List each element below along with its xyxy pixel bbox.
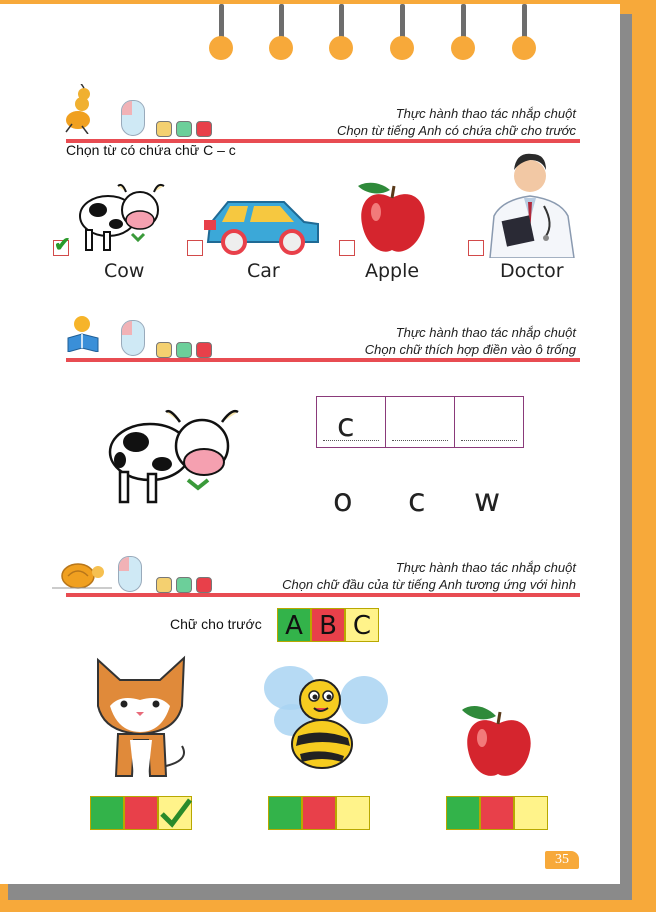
answer-box-a[interactable]: [446, 796, 480, 830]
answer-box-a[interactable]: [268, 796, 302, 830]
choice-letter-c[interactable]: c: [408, 481, 426, 519]
answer-box-b[interactable]: [302, 796, 336, 830]
car-icon: [204, 194, 322, 256]
apple-icon: [460, 702, 534, 782]
cat-icon: [90, 650, 192, 782]
section-divider: [66, 593, 580, 597]
instruction-line2: Chọn chữ thích hợp điền vào ô trống: [364, 342, 576, 357]
option-label-cow: Cow: [104, 260, 145, 282]
answer-box-b[interactable]: [480, 796, 514, 830]
section-header: [66, 104, 580, 146]
instruction-line2: Chọn từ tiếng Anh có chứa chữ cho trước: [336, 123, 576, 138]
choice-letter-w[interactable]: w: [474, 481, 501, 519]
answer-box-c[interactable]: [514, 796, 548, 830]
apple-icon: [356, 178, 428, 258]
section-prompt: Chọn từ có chứa chữ C – c: [66, 142, 236, 158]
answer-box-b[interactable]: [124, 796, 158, 830]
bee-icon: [256, 658, 390, 774]
instruction-line2: Chọn chữ đầu của từ tiếng Anh tương ứng với hình: [282, 577, 576, 592]
answer-box-a[interactable]: [90, 796, 124, 830]
check-mark-icon: ✔: [54, 234, 71, 256]
answer-box-c[interactable]: [336, 796, 370, 830]
binder-ring: [328, 4, 354, 74]
section-divider: [66, 358, 580, 362]
page-number: 35: [545, 851, 579, 869]
option-checkbox-doctor[interactable]: [468, 240, 484, 256]
letter-box[interactable]: [385, 396, 455, 448]
binder-ring: [268, 4, 294, 74]
cow-icon: [74, 178, 170, 254]
option-label-doctor: Doctor: [500, 260, 564, 282]
option-checkbox-apple[interactable]: [339, 240, 355, 256]
given-letter-a: A: [277, 608, 311, 642]
given-letters-label: Chữ cho trước: [170, 616, 262, 632]
section-header: [66, 323, 580, 365]
instruction-line1: Thực hành thao tác nhắp chuột: [395, 106, 576, 121]
letter-box[interactable]: [454, 396, 524, 448]
choice-letter-o[interactable]: o: [333, 481, 353, 519]
option-label-car: Car: [247, 260, 280, 282]
binder-ring: [208, 4, 234, 74]
workbook-page: [0, 4, 620, 884]
binder-ring: [389, 4, 415, 74]
option-label-apple: Apple: [365, 260, 420, 282]
cow-icon: [104, 400, 244, 508]
instruction-line1: Thực hành thao tác nhắp chuột: [395, 560, 576, 575]
given-letter-c: C: [345, 608, 379, 642]
box-letter-1: c: [337, 406, 355, 444]
section-header: [66, 558, 580, 600]
given-letter-b: B: [311, 608, 345, 642]
check-mark-icon: [158, 794, 194, 830]
option-checkbox-car[interactable]: [187, 240, 203, 256]
binder-ring: [511, 4, 537, 74]
doctor-icon: [484, 146, 578, 258]
instruction-line1: Thực hành thao tác nhắp chuột: [395, 325, 576, 340]
binder-ring: [450, 4, 476, 74]
